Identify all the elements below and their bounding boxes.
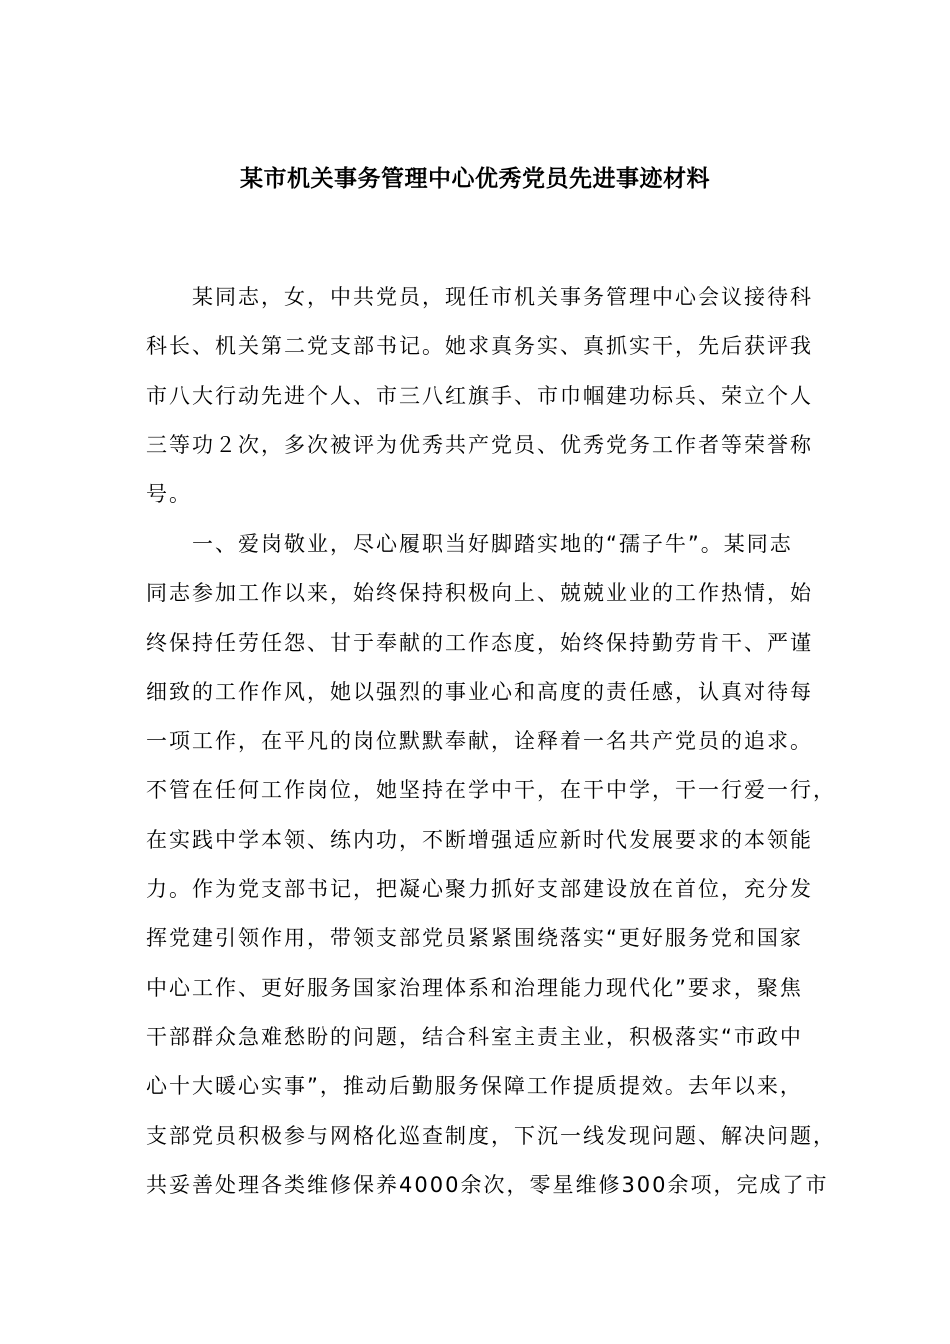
paragraph-line: 支部党员积极参与网格化巡查制度，下沉一线发现问题、解决问题， <box>146 1123 836 1148</box>
paragraph-introduction <box>146 273 813 519</box>
paragraph-line: 终保持任劳任怨、甘于奉献的工作态度，始终保持勤劳肯干、严谨 <box>146 630 813 655</box>
paragraph-line: 某同志，女，中共党员，现任市机关事务管理中心会议接待科 <box>146 285 813 309</box>
paragraph-line: 在实践中学本领、练内功，不断增强适应新时代发展要求的本领能 <box>146 827 813 852</box>
paragraph-line: 不管在任何工作岗位，她坚持在学中干，在干中学，干一行爱一行， <box>146 778 836 803</box>
paragraph-line: 细致的工作作风，她以强烈的事业心和高度的责任感，认真对待每 <box>146 679 813 704</box>
paragraph-line: 一、爱岗敬业，尽心履职当好脚踏实地的“孺子牛”。某同志 <box>146 532 793 556</box>
paragraph-line: 挥党建引领作用，带领支部党员紧紧围绕落实“更好服务党和国家 <box>146 926 803 951</box>
paragraph-line: 中心工作、更好服务国家治理体系和治理能力现代化”要求，聚焦 <box>146 975 803 1000</box>
paragraph-line: 同志参加工作以来，始终保持积极向上、兢兢业业的工作热情，始 <box>146 581 813 606</box>
paragraph-line: 市八大行动先进个人、市三八红旗手、市巾帼建功标兵、荣立个人 <box>146 383 813 408</box>
paragraph-line: 干部群众急难愁盼的问题，结合科室主责主业，积极落实“市政中 <box>146 1024 803 1049</box>
paragraph-line: 科长、机关第二党支部书记。她求真务实、真抓实干，先后获评我 <box>146 334 813 359</box>
paragraph-line: 共妥善处理各类维修保养4000余次，零星维修300余项，完成了市 <box>146 1172 829 1197</box>
paragraph-line: 一项工作，在平凡的岗位默默奉献，诠释着一名共产党员的追求。 <box>146 729 813 754</box>
paragraph-line: 力。作为党支部书记，把凝心聚力抓好支部建设放在首位，充分发 <box>146 877 813 902</box>
paragraph-line: 三等功２次，多次被评为优秀共产党员、优秀党务工作者等荣誉称 <box>146 432 813 457</box>
document-title: 某市机关事务管理中心优秀党员先进事迹材料 <box>240 165 710 192</box>
paragraph-line: 号。 <box>146 482 192 507</box>
paragraph-line: 心十大暖心实事”，推动后勤服务保障工作提质提效。去年以来， <box>146 1074 803 1099</box>
paragraph-section-one <box>146 520 836 1210</box>
